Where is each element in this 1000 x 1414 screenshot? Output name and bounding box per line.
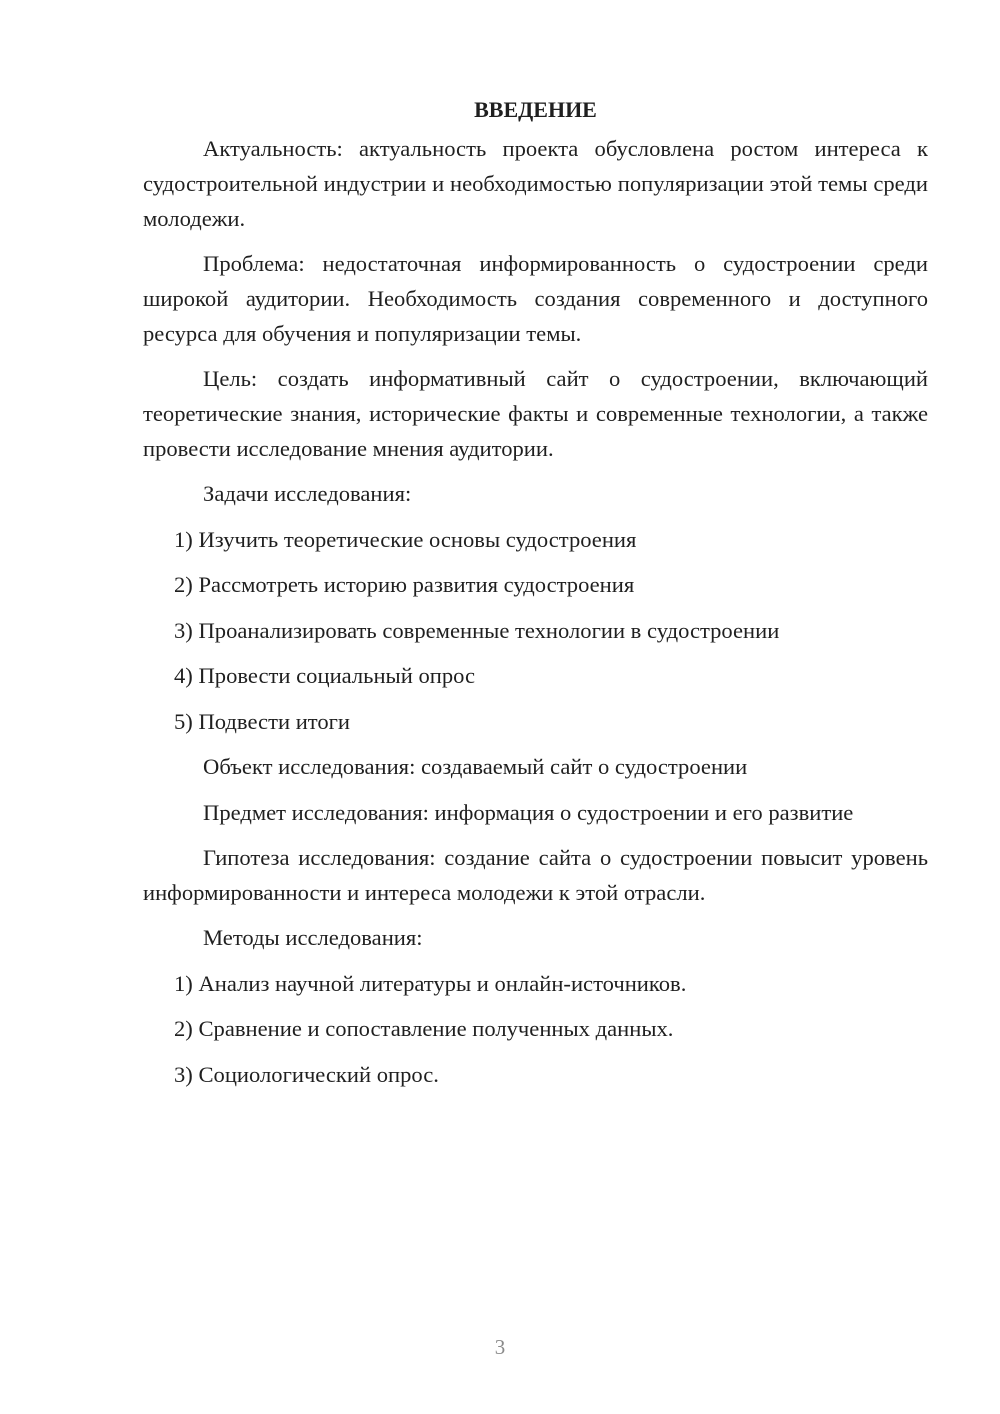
goal-paragraph: Цель: создать информативный сайт о судостроении, включающий теоретические знания, исторические факты и современные технологии, а также провести исследование мнения аудитории.: [143, 366, 928, 461]
method-item: 1) Анализ научной литературы и онлайн-источников.: [174, 970, 687, 996]
page-number: 3: [494, 1335, 506, 1359]
tasks-heading: Задачи исследования:: [203, 481, 412, 506]
problem-paragraph: Проблема: недостаточная информированность о судостроении среди широкой аудитории. Необходимость создания современного и доступного ресурса для обучения и популяризации темы.: [143, 251, 928, 346]
subject-line: Предмет исследования: информация о судостроении и его развитие: [203, 799, 854, 825]
task-item: 5) Подвести итоги: [174, 708, 351, 734]
object-line: Объект исследования: создаваемый сайт о судостроении: [203, 754, 748, 779]
method-item: 3) Социологический опрос.: [174, 1061, 439, 1087]
method-item: 2) Сравнение и сопоставление полученных данных.: [174, 1016, 674, 1041]
task-item: 2) Рассмотреть историю развития судостроения: [174, 572, 635, 597]
page-title: ВВЕДЕНИЕ: [474, 97, 597, 122]
task-item: 1) Изучить теоретические основы судостроения: [174, 526, 637, 552]
page-content: [143, 92, 928, 1102]
task-item: 4) Провести социальный опрос: [174, 663, 476, 688]
relevance-paragraph: Актуальность: актуальность проекта обусловлена ростом интереса к судостроительной индустрии и необходимостью популяризации этой темы среди молодежи.: [143, 136, 928, 231]
task-item: 3) Проанализировать современные технологии в судостроении: [174, 617, 780, 643]
hypothesis-paragraph: Гипотеза исследования: создание сайта о судостроении повысит уровень информированности и интереса молодежи к этой отрасли.: [143, 845, 928, 905]
methods-heading: Методы исследования:: [203, 925, 423, 950]
